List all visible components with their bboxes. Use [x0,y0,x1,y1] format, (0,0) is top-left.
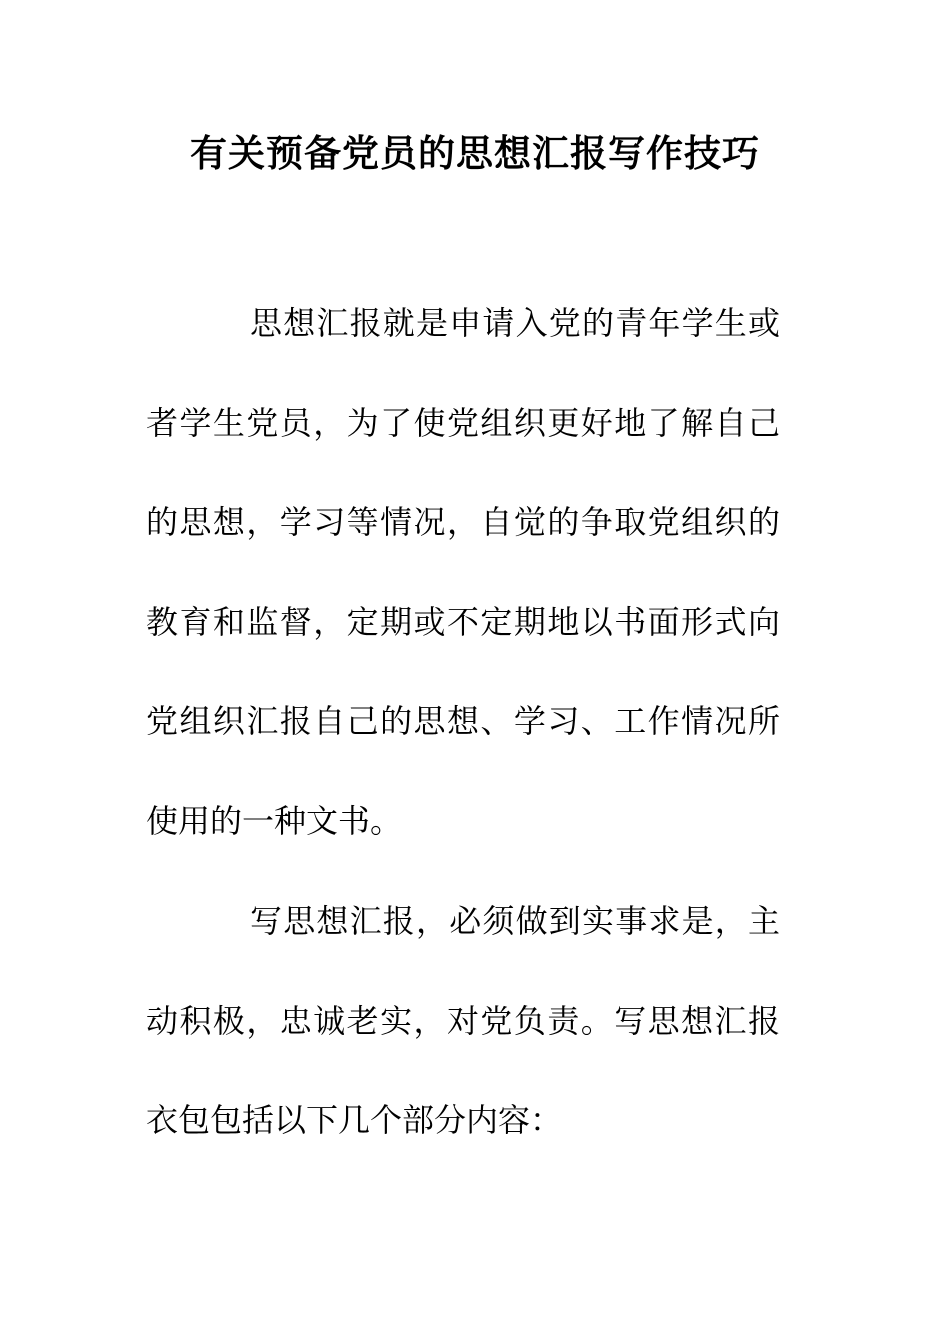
document-title: 有关预备党员的思想汇报写作技巧 [190,132,760,175]
body-paragraph [146,872,780,1171]
body-paragraph [146,274,780,872]
paragraph-text: 写思想汇报，必须做到实事求是，主动积极，忠诚老实，对党负责。写思想汇报衣包包括以下几个部分内容： [146,902,780,1140]
paragraph-text: 思想汇报就是申请入党的青年学生或者学生党员，为了使党组织更好地了解自己的思想，学习等情况，自觉的争取党组织的教育和监督，定期或不定期地以书面形式向党组织汇报自己的思想、学习、工作情况所使用的一种文书。 [146,304,780,840]
